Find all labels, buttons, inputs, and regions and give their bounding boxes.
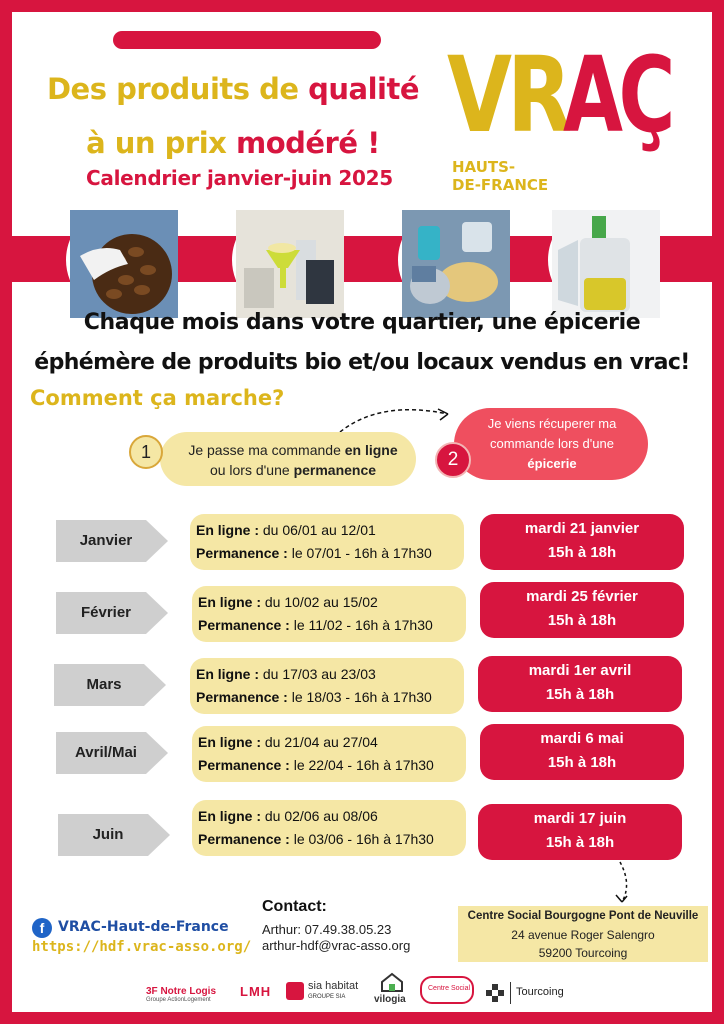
month-label: Février [80,604,132,621]
facebook-link[interactable]: VRAC-Haut-de-France [58,919,229,935]
pickup-day: mardi 6 mai [540,730,624,747]
dashed-arrow-to-centre [600,858,640,908]
centre-city: 59200 Tourcoing [538,946,628,960]
order-info [192,800,466,856]
step-1-number: 1 [129,435,163,469]
pickup-hours: 15h à 18h [547,544,617,561]
partner-logo-tourcoing [486,972,570,1010]
pickup-hours: 15h à 18h [545,686,615,703]
permanence-label: Permanence : [198,757,290,773]
tourcoing-icon [486,984,504,1002]
contact-email[interactable]: arthur-hdf@vrac-asso.org [262,938,411,953]
month-arrow [56,520,168,562]
partner-name: Centre Social [428,985,471,992]
permanence-slot: le 11/02 - 16h à 17h30 [289,617,433,633]
permanence-slot: le 18/03 - 16h à 17h30 [287,689,432,705]
contact-title: Contact: [262,898,327,915]
pickup-hours: 15h à 18h [547,612,617,629]
pickup-date [478,656,682,712]
logo-region-line: DE-FRANCE [452,176,549,194]
headline-emphasis: qualité [308,72,420,106]
month-label: Avril/Mai [75,744,137,761]
permanence-slot: le 22/04 - 16h à 17h30 [289,757,434,773]
pickup-day: mardi 21 janvier [524,520,640,537]
step-1-bold: en ligne [344,442,398,458]
online-label: En ligne : [198,594,261,610]
headline-emphasis: modéré ! [235,126,380,160]
online-period: du 02/06 au 08/06 [261,808,378,824]
month-label: Juin [92,826,124,843]
permanence-label: Permanence : [198,617,290,633]
step-1-bold: permanence [293,462,377,478]
intro-line-2: éphémère de produits bio et/ou locaux vendus en vrac! [34,350,690,375]
step-1-bubble [160,432,416,486]
step-2-bubble [454,408,648,480]
order-info [192,586,466,642]
partner-name: LMH [240,984,272,999]
partner-name: sia habitat [308,980,359,992]
centre-name: Centre Social Bourgogne Pont de Neuville [467,910,699,922]
permanence-label: Permanence : [198,831,290,847]
partner-logo-3f [146,972,216,1010]
svg-text:VR: VR [447,34,571,156]
month-arrow [56,732,168,774]
how-it-works-title: Comment ça marche? [30,386,285,410]
pickup-date [480,514,684,570]
online-label: En ligne : [196,666,259,682]
intro-line-1: Chaque mois dans votre quartier, une épicerie [83,310,641,335]
partner-logo-lmh [240,972,271,1010]
pickup-day: mardi 1er avril [528,662,632,679]
facebook-icon[interactable]: f [32,918,52,938]
order-info [192,726,466,782]
funnel-jars-photo [232,206,340,314]
month-label: Mars [86,676,122,693]
sia-icon [286,982,304,1000]
centre-street: 24 avenue Roger Salengro [511,928,655,942]
svg-text:AÇ: AÇ [563,34,671,156]
pickup-hours: 15h à 18h [545,834,615,851]
partner-name: 3F Notre Logis [146,986,217,997]
step-2-bold: épicerie [527,456,577,471]
hands-dates-photo [66,206,174,314]
step-2-number: 2 [435,442,471,478]
olive-oil-photo [548,206,656,314]
logo-region-line: HAUTS- [452,158,516,176]
website-link[interactable]: https://hdf.vrac-asso.org/ [32,939,252,955]
partner-sub: GROUPE SIA [308,994,346,1000]
logo-region [452,158,548,194]
pickup-day: mardi 25 février [526,588,638,605]
top-decor-bar [113,31,381,49]
headline [28,62,438,170]
partner-logo-vilogia [372,972,412,1010]
pickup-date [480,582,684,638]
online-label: En ligne : [198,734,261,750]
pickup-day: mardi 17 juin [533,810,627,827]
bulk-grains-photo [398,206,506,314]
online-period: du 06/01 au 12/01 [259,522,376,538]
online-label: En ligne : [196,522,259,538]
permanence-label: Permanence : [196,689,288,705]
step-2-text: commande lors d'une [490,436,614,451]
step-1-text: Je passe ma commande [188,442,345,458]
month-label: Janvier [79,532,133,549]
step-1-text: ou lors d'une [209,462,294,478]
centre-address-box [458,906,708,962]
pickup-date [478,804,682,860]
headline-text: à un prix [86,126,236,160]
online-label: En ligne : [198,808,261,824]
contact-phone: Arthur: 07.49.38.05.23 [262,922,392,937]
headline-text: Des produits de [46,72,309,106]
house-icon [380,972,404,992]
pickup-hours: 15h à 18h [547,754,617,771]
order-info [190,658,464,714]
partner-sub: Groupe ActionLogement [146,997,211,1003]
pickup-date [480,724,684,780]
partner-logo-centre-social [420,972,476,1010]
permanence-label: Permanence : [196,545,288,561]
permanence-slot: le 03/06 - 16h à 17h30 [289,831,434,847]
month-arrow [54,664,166,706]
permanence-slot: le 07/01 - 16h à 17h30 [287,545,432,561]
partner-name: Tourcoing [516,986,564,998]
order-info [190,514,464,570]
month-arrow [58,814,170,856]
partner-name: vilogia [374,994,406,1005]
online-period: du 10/02 au 15/02 [261,594,378,610]
online-period: du 21/04 au 27/04 [261,734,378,750]
calendar-subtitle: Calendrier janvier-juin 2025 [86,166,393,190]
month-arrow [56,592,168,634]
online-period: du 17/03 au 23/03 [259,666,376,682]
step-2-text: Je viens récuperer ma [487,416,617,431]
